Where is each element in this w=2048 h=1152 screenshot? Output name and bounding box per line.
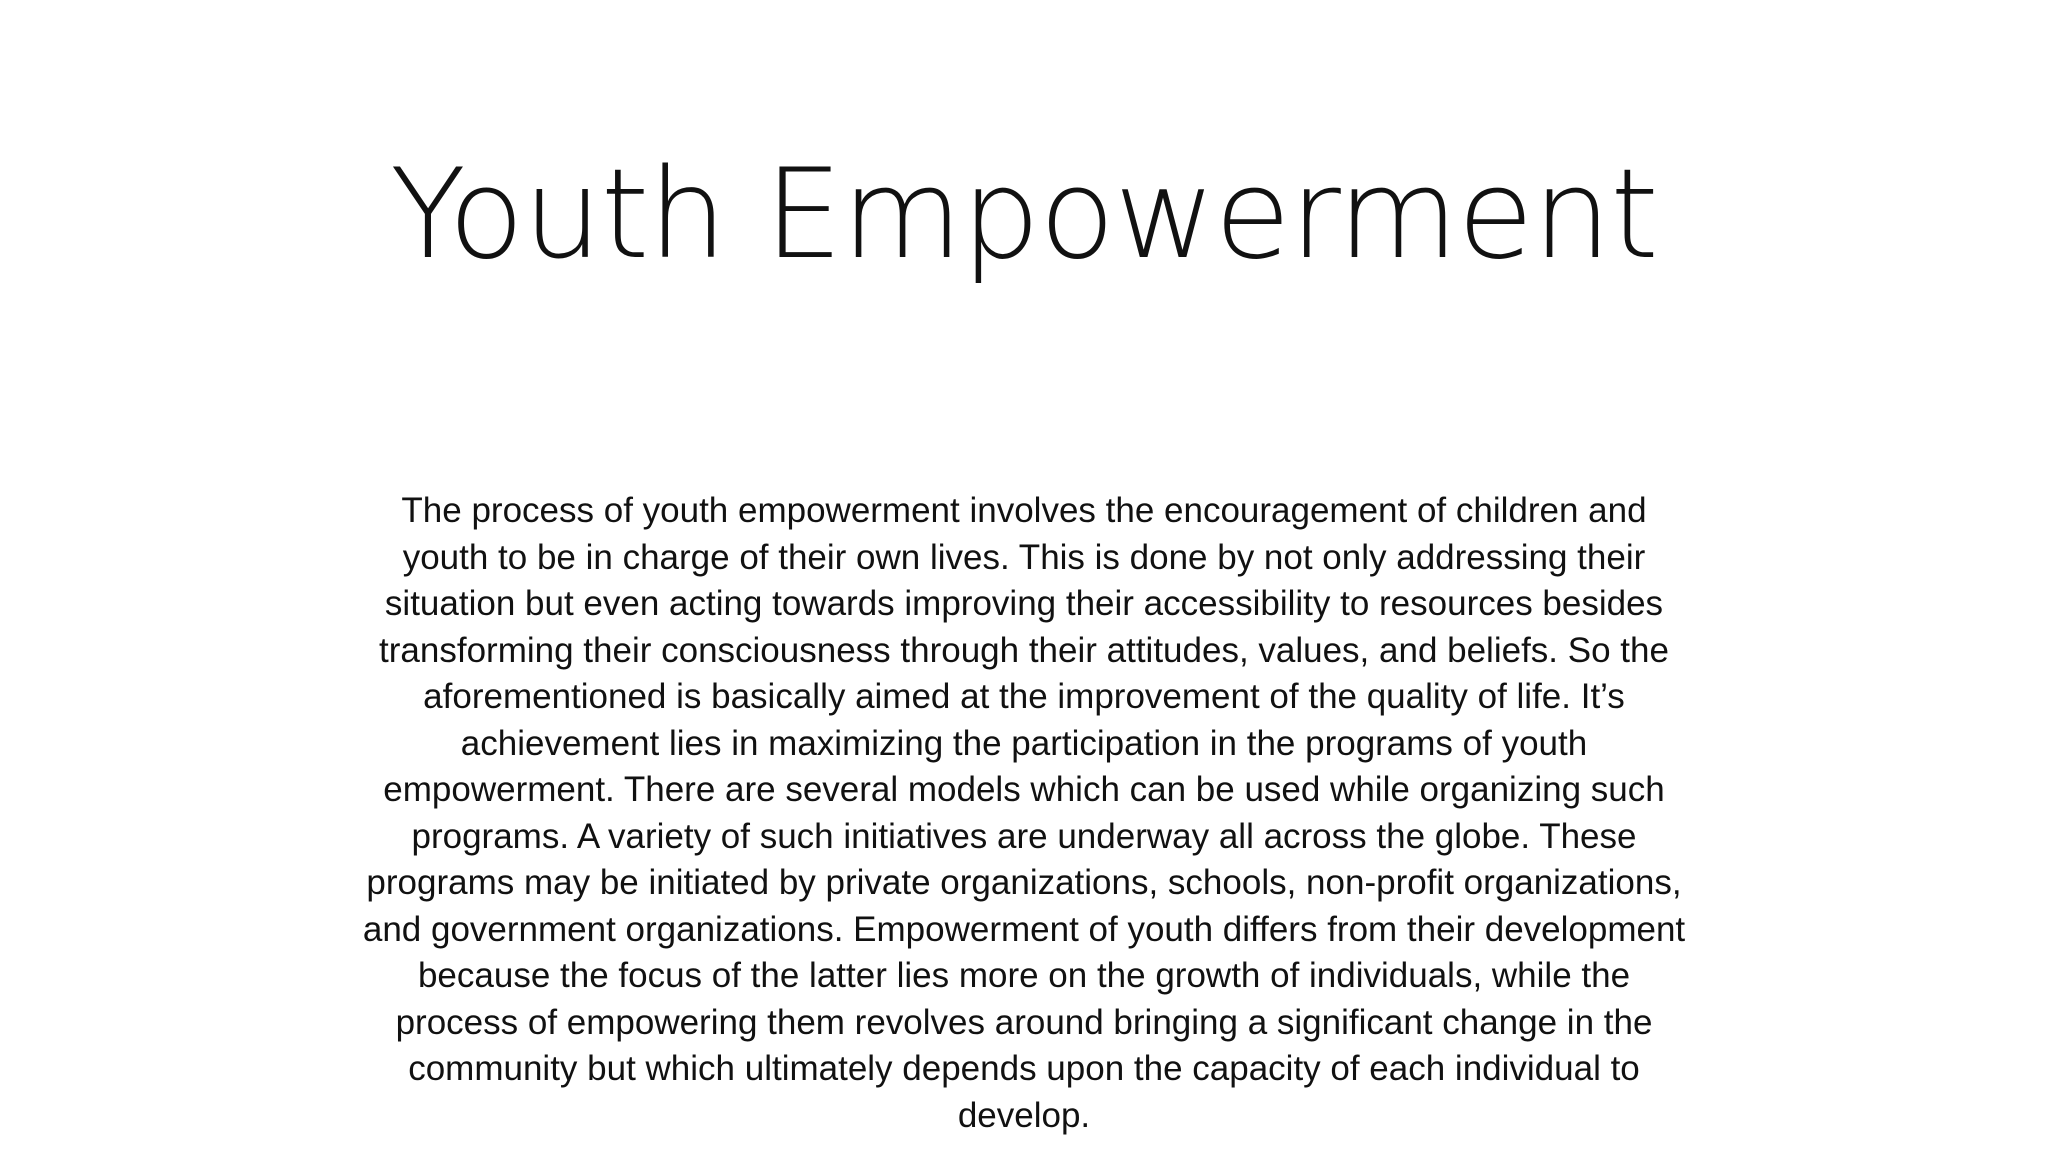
body-line: programs. A variety of such initiatives are underway all across the globe. These: [411, 816, 1637, 856]
body-line: programs may be initiated by private organizations, schools, non-profit organizations,: [366, 863, 1682, 902]
body-line: The process of youth empowerment involves the encouragement of children and: [401, 491, 1647, 530]
body-line: develop.: [957, 1095, 1091, 1135]
body-line: empowerment. There are several models which can be used while organizing such: [383, 770, 1665, 809]
slide-title: Youth Empowerment: [390, 143, 1658, 287]
body-line: youth to be in charge of their own lives. This is done by not only addressing their: [402, 537, 1646, 577]
body-line: achievement lies in maximizing the participation in the programs of youth: [460, 723, 1588, 763]
body-line: situation but even acting towards improving their accessibility to resources besides: [384, 584, 1664, 623]
body-line: and government organizations. Empowerment of youth differs from their development: [362, 909, 1686, 949]
body-line: community but which ultimately depends upon the capacity of each individual to: [408, 1049, 1640, 1088]
slide-body: [260, 488, 1788, 1139]
body-line: transforming their consciousness through their attitudes, values, and beliefs. So the: [379, 630, 1669, 670]
body-line: process of empowering them revolves around bringing a significant change in the: [395, 1002, 1653, 1042]
body-line: because the focus of the latter lies more on the growth of individuals, while the: [417, 956, 1631, 995]
body-line: aforementioned is basically aimed at the improvement of the quality of life. It’s: [423, 677, 1625, 716]
